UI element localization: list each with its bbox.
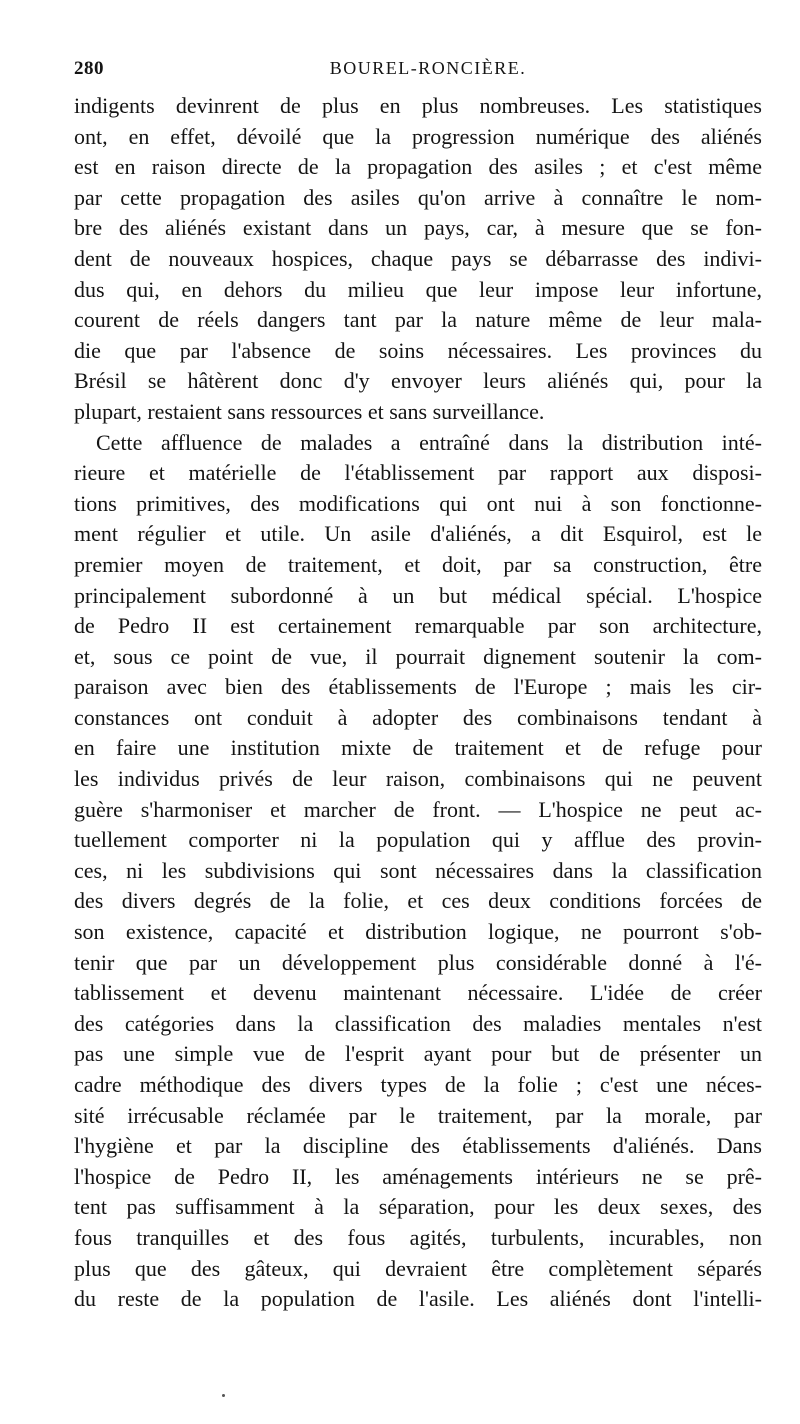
text-line: dus qui, en dehors du milieu que leur impose leur infortune, <box>74 276 762 302</box>
text-line: l'hygiène et par la discipline des établissements d'aliénés. Dans <box>74 1133 762 1159</box>
text-line: principalement subordonné à un but médical spécial. L'hospice <box>74 582 762 608</box>
text-line: die que par l'absence de soins nécessaires. Les provinces du <box>74 337 762 363</box>
text-line: tuellement comporter ni la population qui y afflue des provin- <box>74 827 762 853</box>
text-line: guère s'harmoniser et marcher de front. — L'hospice ne peut ac- <box>74 796 762 822</box>
text-line: ces, ni les subdivisions qui sont nécessaires dans la classification <box>74 857 762 883</box>
running-title: BOUREL-RONCIÈRE. <box>329 58 527 78</box>
text-line: dent de nouveaux hospices, chaque pays se débarrasse des indivi- <box>74 245 762 271</box>
text-line: indigents devinrent de plus en plus nombreuses. Les statistiques <box>74 93 762 118</box>
text-line: pas une simple vue de l'esprit ayant pour but de présenter un <box>74 1041 762 1067</box>
text-line: et, sous ce point de vue, il pourrait dignement soutenir la com- <box>74 643 762 669</box>
body-text <box>74 91 762 1315</box>
text-line: constances ont conduit à adopter des combinaisons tendant à <box>74 704 762 730</box>
text-line: des divers degrés de la folie, et ces deux conditions forcées de <box>74 888 762 914</box>
text-line: rieure et matérielle de l'établissement par rapport aux disposi- <box>74 460 762 486</box>
text-line: courent de réels dangers tant par la nature même de leur mala- <box>74 307 762 333</box>
text-line: tenir que par un développement plus considérable donné à l'é- <box>74 949 762 975</box>
paragraph-end-line: plupart, restaient sans ressources et sans surveillance. <box>74 398 545 424</box>
text-line: de Pedro II est certainement remarquable par son architecture, <box>74 613 762 639</box>
text-line: est en raison directe de la propagation des asiles ; et c'est même <box>74 154 762 180</box>
text-line: plus que des gâteux, qui devraient être complètement séparés <box>74 1255 762 1281</box>
text-line: du reste de la population de l'asile. Les aliénés dont l'intelli- <box>74 1286 762 1312</box>
text-line: par cette propagation des asiles qu'on arrive à connaître le nom- <box>74 184 762 210</box>
running-head <box>74 58 762 88</box>
text-line: Brésil se hâtèrent donc d'y envoyer leurs aliénés qui, pour la <box>74 368 762 394</box>
text-line: tent pas suffisamment à la séparation, pour les deux sexes, des <box>74 1194 762 1220</box>
text-line: tions primitives, des modifications qui ont nui à son fonctionne- <box>74 490 762 516</box>
paragraph-start-line: Cette affluence de malades a entraîné dans la distribution inté- <box>96 429 762 455</box>
text-line: premier moyen de traitement, et doit, par sa construction, être <box>74 551 762 577</box>
text-line: cadre méthodique des divers types de la folie ; c'est une néces- <box>74 1072 762 1097</box>
text-line: l'hospice de Pedro II, les aménagements intérieurs ne se prê- <box>74 1163 762 1189</box>
text-line: sité irrécusable réclamée par le traitement, par la morale, par <box>74 1102 762 1128</box>
ink-speck <box>222 1394 225 1397</box>
text-line: ont, en effet, dévoilé que la progression numérique des aliénés <box>74 123 762 149</box>
text-line: tablissement et devenu maintenant nécessaire. L'idée de créer <box>74 980 762 1006</box>
text-line: paraison avec bien des établissements de l'Europe ; mais les cir- <box>74 674 762 700</box>
text-line: en faire une institution mixte de traitement et de refuge pour <box>74 735 762 761</box>
text-line: son existence, capacité et distribution logique, ne pourront s'ob- <box>74 919 762 945</box>
text-line: les individus privés de leur raison, combinaisons qui ne peuvent <box>74 766 762 792</box>
text-line: des catégories dans la classification des maladies mentales n'est <box>74 1010 762 1036</box>
text-line: fous tranquilles et des fous agités, turbulents, incurables, non <box>74 1224 762 1250</box>
text-line: bre des aliénés existant dans un pays, car, à mesure que se fon- <box>74 215 762 241</box>
page-number: 280 <box>74 58 104 79</box>
text-line: ment régulier et utile. Un asile d'aliénés, a dit Esquirol, est le <box>74 521 762 547</box>
